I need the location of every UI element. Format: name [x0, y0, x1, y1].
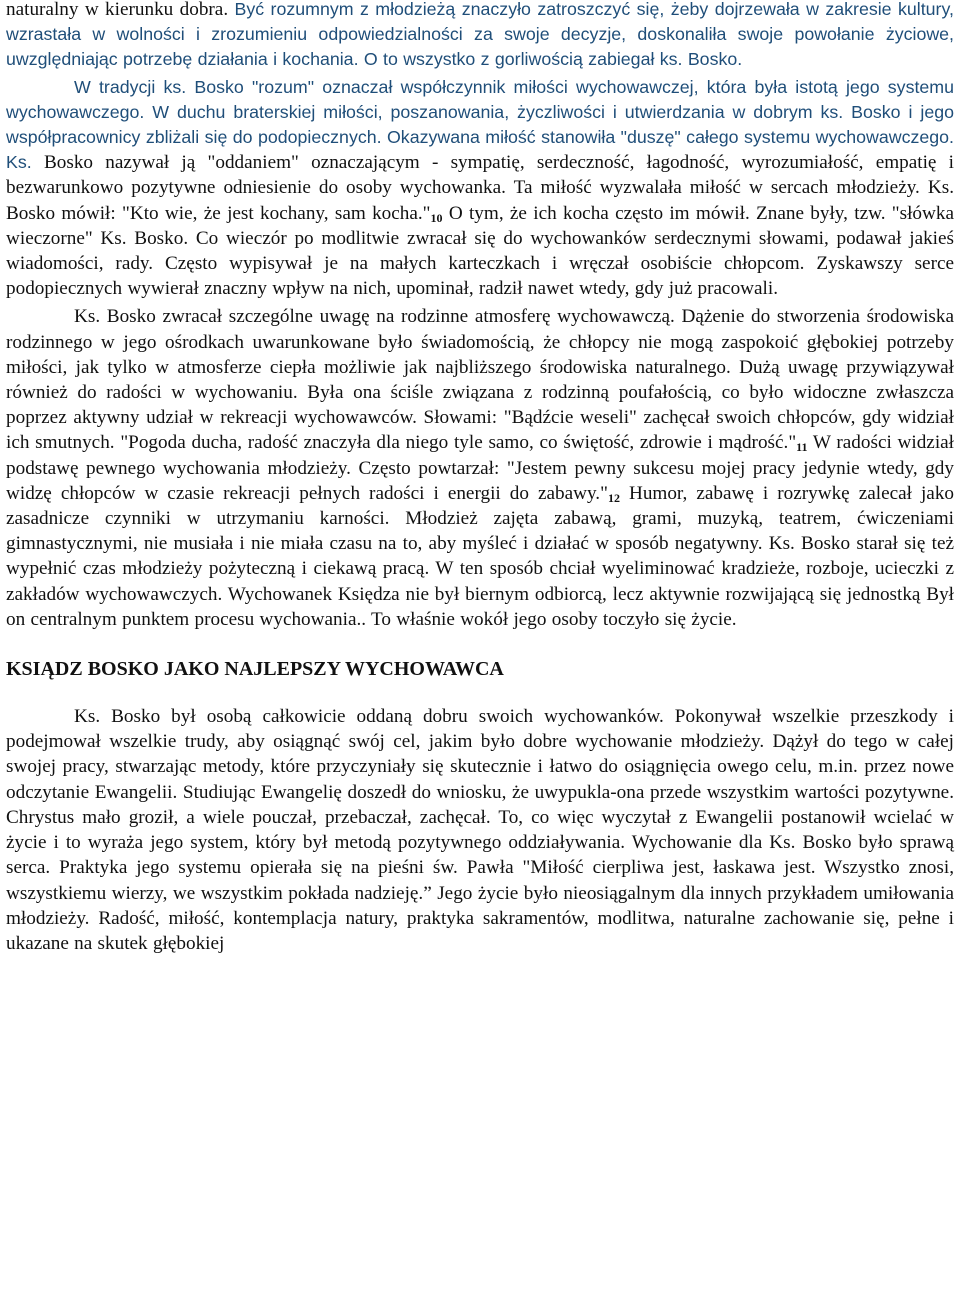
footnote-ref-12: 12 — [607, 490, 620, 505]
paragraph-3-text-b: W radości widział podstawę pewnego wychowania młodzieży. Często powtarzał: "Jestem pewny sukcesu mojej pracy jedynie wtedy, gdy widzę chłopców w czasie rekreacji pełnych radości i energii do zabawy." — [6, 432, 954, 504]
paragraph-3-text-c: Humor, zabawę i rozrywkę zalecał jako zasadnicze czynniki w utrzymaniu karności. Młodzież zajęta zabawą, grami, muzyką, teatrem, ćwiczeniami gimnastycznymi, nie musiała i nie miała czasu na to, aby myśleć i działać w sposób negatywny. Ks. Bosko starał się też wypełnić czas młodzieży pożyteczną i ciekawą pracą. W ten sposób chciał wyeliminować kradzieże, rozboje, ucieczki z zakładów wychowawczych. Wychowanek Księdza nie był biernym odbiorcą, lecz aktywnie rozwijającą się jednostką Był on centralnym punktem procesu wychowania.. To właśnie wokół jego osoby toczyło się życie. — [6, 482, 955, 630]
paragraph-2 — [6, 75, 954, 302]
paragraph-2-sans: W tradycji ks. Bosko "rozum" oznaczał współczynnik miłości wychowawczej, która była istotą jego systemu wychowawczego. W duchu braterskiej miłości, poszanowania, życzliwości i utwierdzania w dobrym ks. Bosko i jego współpracownicy zbliżali się do podopiecznych. Okazywana miłość stanowiła "duszę" całego systemu wychowawczego. Ks. — [6, 76, 954, 173]
section-heading: KSIĄDZ BOSKO JAKO NAJLEPSZY WYCHOWAWCA — [6, 658, 504, 681]
paragraph-2-text-a: Bosko nazywał ją "oddaniem" oznaczającym - sympatię, serdeczność, łagodność, wyrozumiałość, empatię i bezwarunkowo pozytywne odniesienie do osoby wychowanka. Ta miłość wyzwalała miłość w sercach młodzieży. Ks. Bosko mówił: "Kto wie, że jest kochany, sam kocha." — [6, 152, 955, 224]
footnote-ref-10: 10 — [430, 210, 443, 225]
paragraph-1-sans: Być rozumnym z młodzieżą znaczyło zatroszczyć się, żeby dojrzewała w zakresie kultury, wzrastała w wolności i zrozumieniu odpowiedzialności za swoje decyzje, doskonaliła swoje powołanie życiowe, uwzględniając potrzebę działania i kochania. O to wszystko z gorliwością zabiegał ks. Bosko. — [6, 0, 954, 70]
paragraph-3 — [6, 304, 954, 632]
paragraph-1-serif: naturalny w kierunku dobra. — [6, 0, 235, 20]
paragraph-4-text: Ks. Bosko był osobą całkowicie oddaną dobru swoich wychowanków. Pokonywał wszelkie przeszkody i podejmował wszelkie trudy, aby osiągnąć swój cel, jakim było dobre wychowanie młodzieży. Dążył do tego w całej swojej pracy, stwarzając metody, które przyczyniały się skutecznie i łatwo do osiągnięcia owego celu, m.in. przez nowe odczytanie Ewangelii. Studiując Ewangelię doszedł do wniosku, że uwypukla-ona przede wszystkim wartości pozytywne. Chrystus mało groził, a wiele pouczał, przebaczał, zachęcał. To, co więc wyczytał z Ewangelii postanowił wcielać w życie i to wyraża jego system, który był metodą pozytywnego oddziaływania. Wychowanie dla Ks. Bosko było sprawą serca. Praktyka jego systemu opierała się na pieśni św. Pawła "Miłość cierpliwa jest, łaskawa jest. Wszystko znosi, wszystkiemu wierzy, we wszystkim pokłada nadzieję.” Jego życie było nieosiągalnym dla innych przykładem umiłowania młodzieży. Radość, miłość, kontemplacja natury, praktyka sakramentów, modlitwa, naturalne zachowanie się, pełne i ukazane na skutek głębokiej — [6, 706, 954, 954]
footnote-ref-11: 11 — [796, 440, 808, 455]
paragraph-1 — [6, 0, 954, 73]
paragraph-4 — [6, 704, 954, 956]
paragraph-3-text-a: Ks. Bosko zwracał szczególne uwagę na rodzinne atmosferę wychowawczą. Dążenie do stworzenia środowiska rodzinnego w jego ośrodkach uwarunkowane było świadomością, że chłopcy nie mogą zaspokoić głębokiej potrzeby miłości, jak tylko w atmosferze ciepła możliwie jak najbliższego środowiska naturalnego. Dużą uwagę przywiązywał również do radości w wychowaniu. Była ona ściśle związana z rodzinną poufałością, co było widoczne zwłaszcza poprzez aktywny udział w rekreacji wychowawców. Słowami: "Bądźcie weseli" zachęcał swoich chłopców, gdy widział ich smutnych. "Pogoda ducha, radość znaczyła dla niego tyle samo, co świętość, zdrowie i mądrość." — [6, 306, 954, 454]
paragraph-2-text-b: O tym, że ich kocha często im mówił. Znane były, tzw. "słówka wieczorne" Ks. Bosko. Co wieczór po modlitwie zwracał się do wychowanków serdecznymi słowami, podawał jakieś wiadomości, rady. Często wypisywał je na małych karteczkach i wręczał osobiście chłopcom. Zyskawszy serce podopiecznych wywierał znaczny wpływ na nich, upominał, radził nawet wtedy, gdy już pracowali. — [6, 202, 954, 300]
